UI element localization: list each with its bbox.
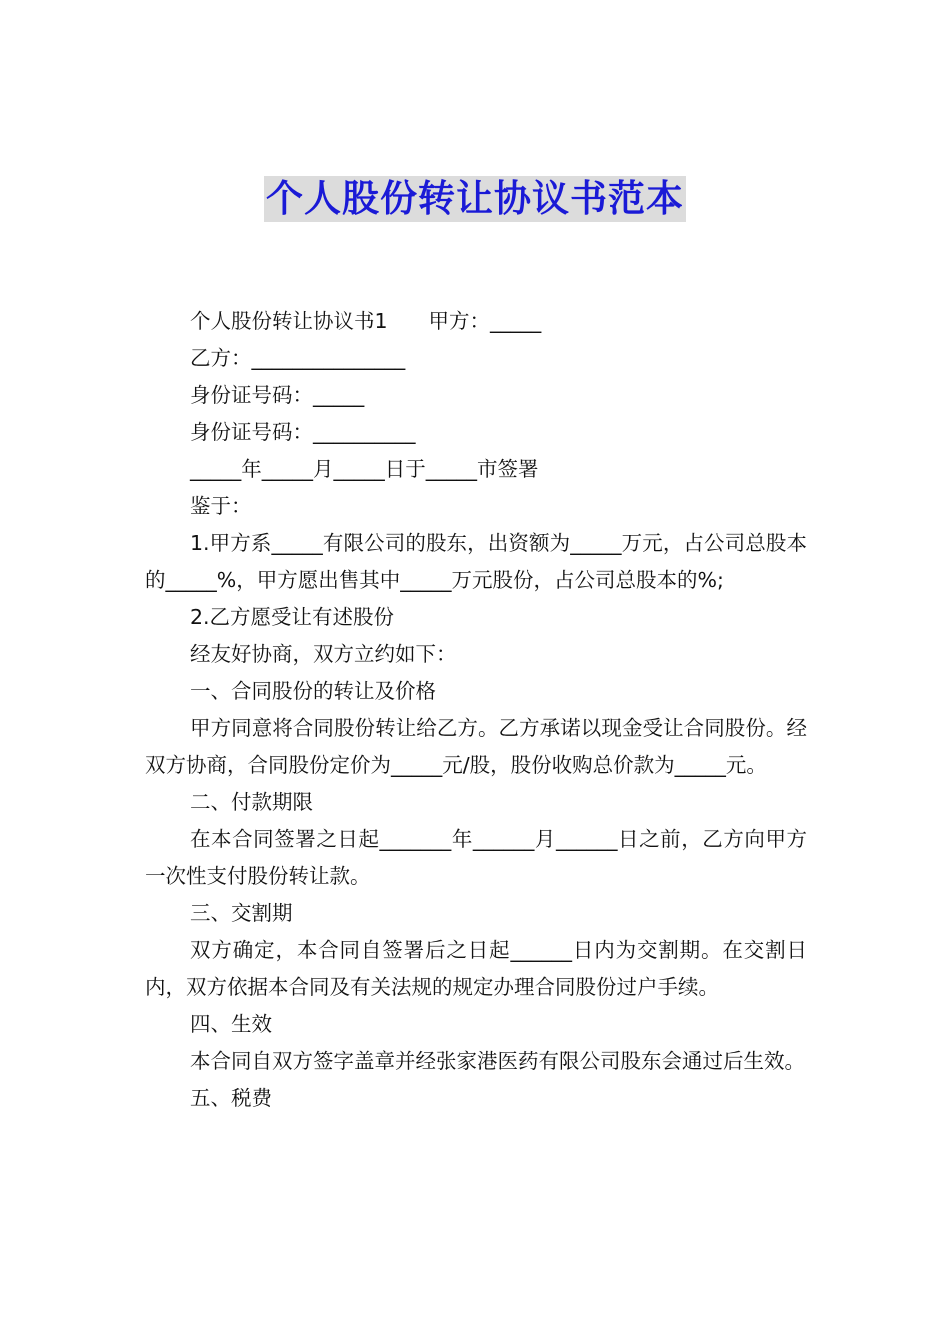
paragraph-id-number-a: 身份证号码：_____	[190, 383, 365, 407]
section-heading-payment-term: 二、付款期限	[190, 790, 313, 814]
paragraph-heading-parties: 个人股份转让协议书1 甲方：_____	[190, 309, 542, 333]
section-heading-transfer-price: 一、合同股份的转让及价格	[190, 679, 436, 703]
title-container	[0, 176, 950, 222]
paragraph-transfer-price: 甲方同意将合同股份转让给乙方。乙方承诺以现金受让合同股份。经双方协商，合同股份定价为_____元/股，股份收购总价款为_____元。	[145, 716, 807, 777]
document-title: 个人股份转让协议书范本	[266, 177, 684, 220]
section-heading-taxes: 五、税费	[190, 1086, 272, 1110]
paragraph-recital-1: 1.甲方系_____有限公司的股东，出资额为_____万元，占公司总股本的_____%，甲方愿出售其中_____万元股份，占公司总股本的%;	[145, 531, 807, 592]
section-heading-delivery-period: 三、交割期	[190, 901, 293, 925]
paragraph-recital-2: 2.乙方愿受让有述股份	[190, 605, 395, 629]
section-heading-effectiveness: 四、生效	[190, 1012, 272, 1036]
paragraph-id-number-b: 身份证号码：__________	[190, 420, 416, 444]
paragraph-party-b: 乙方：_______________	[190, 346, 406, 370]
paragraph-signing-date: _____年_____月_____日于_____市签署	[190, 457, 539, 481]
paragraph-delivery-period: 双方确定，本合同自签署后之日起______日内为交割期。在交割日内，双方依据本合同及有关法规的规定办理合同股份过户手续。	[145, 938, 807, 999]
paragraph-effectiveness: 本合同自双方签字盖章并经张家港医药有限公司股东会通过后生效。	[190, 1049, 805, 1073]
document-body	[145, 303, 807, 1117]
paragraph-payment-term: 在本合同签署之日起_______年______月______日之前，乙方向甲方一次性支付股份转让款。	[145, 827, 807, 888]
paragraph-agreement-intro: 经友好协商，双方立约如下：	[190, 642, 457, 666]
paragraph-whereas: 鉴于：	[190, 494, 252, 518]
